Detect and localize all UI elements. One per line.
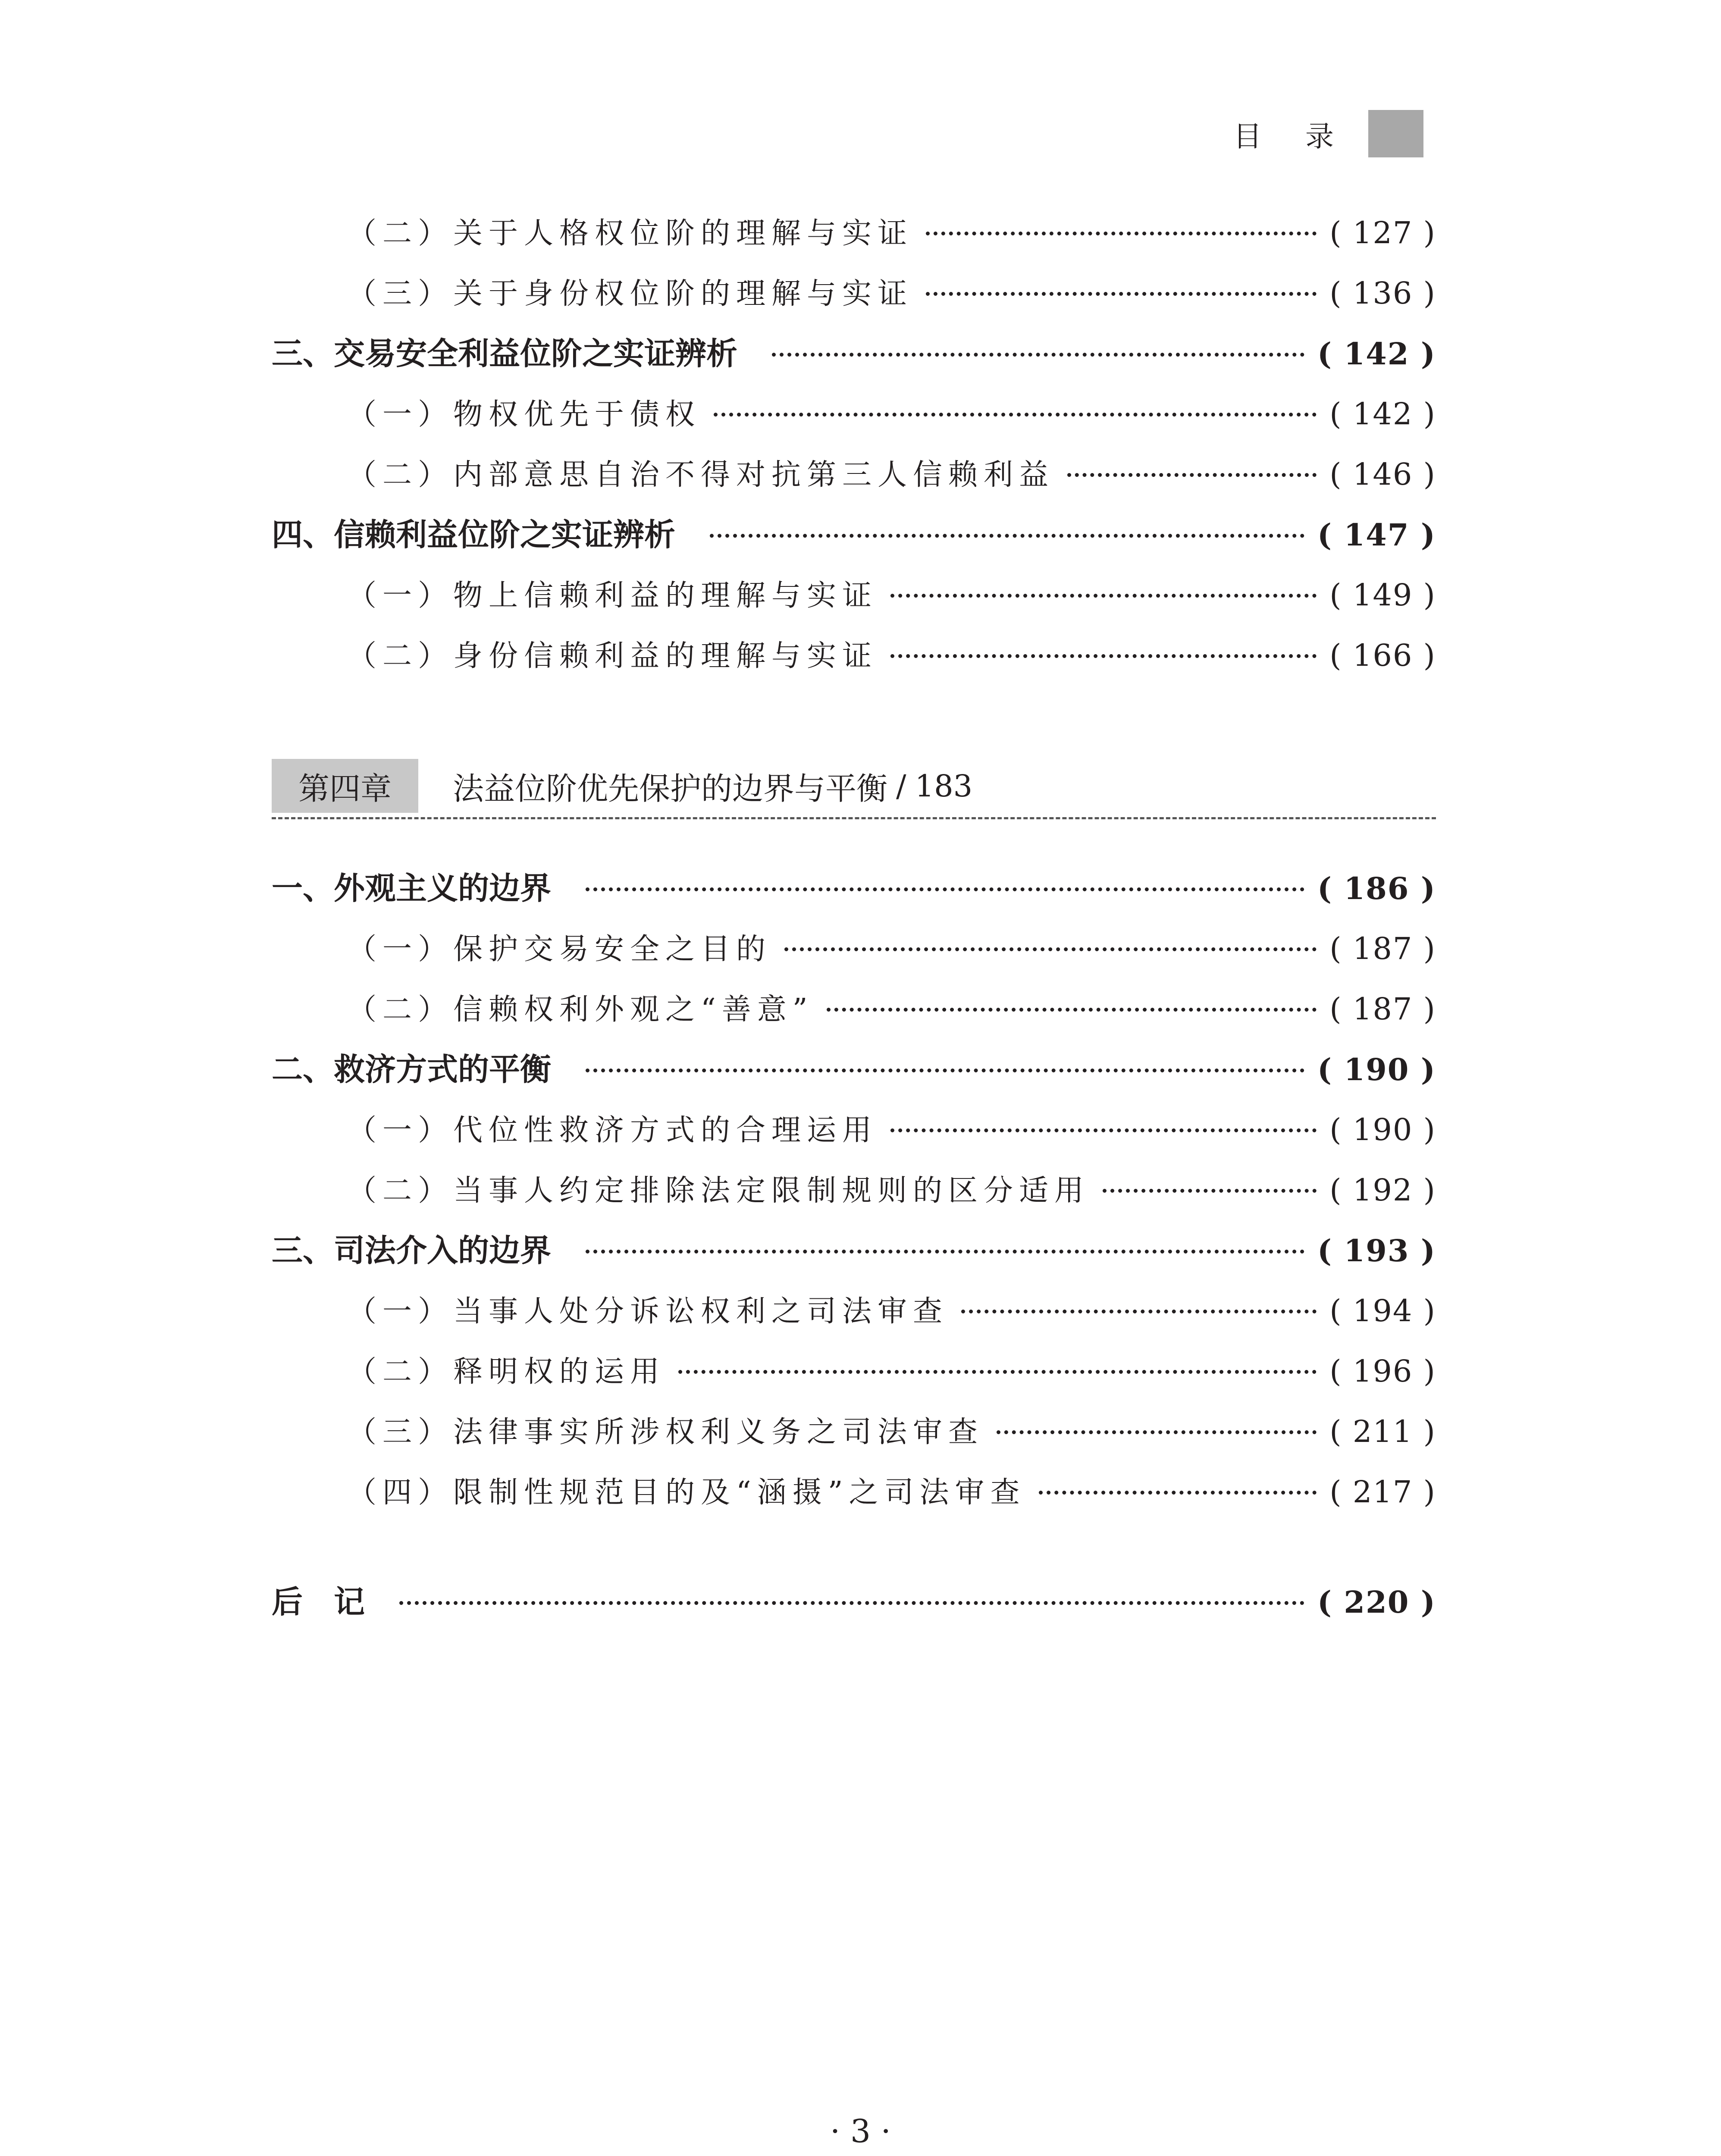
dot-leader [586,1250,1304,1253]
toc-entry-title: （一）物权优先于债权 [347,398,701,432]
toc-entry-page: ( 211 ) [1329,1414,1436,1449]
dot-leader [890,594,1317,598]
toc-entry-page: ( 142 ) [1329,396,1436,432]
dot-leader [678,1370,1317,1374]
toc-entry-page: ( 190 ) [1317,1052,1436,1087]
dot-leader [784,947,1317,951]
toc-entry-title: （一）当事人处分诉讼权利之司法审查 [347,1294,949,1329]
header-gray-tab [1368,110,1423,157]
toc-entry-title: （三）关于身份权位阶的理解与实证 [347,277,913,311]
toc-entry-title: （三）法律事实所涉权利义务之司法审查 [347,1415,984,1449]
toc-entry-page: ( 187 ) [1329,931,1436,966]
toc-entry [272,625,1436,686]
running-header [1233,110,1423,157]
toc-entry-title: 二、救济方式的平衡 [272,1051,552,1087]
toc-section-entry [272,858,1436,918]
toc-entry-page: ( 147 ) [1317,517,1436,553]
toc-entry-page: ( 194 ) [1329,1293,1436,1329]
toc-entry-title: （一）物上信赖利益的理解与实证 [347,579,878,613]
toc-entry [272,1100,1436,1160]
dot-leader [926,292,1317,296]
toc-entry-page: ( 220 ) [1317,1584,1436,1620]
toc-entry [272,444,1436,505]
toc-entry-page: ( 149 ) [1329,577,1436,613]
dot-leader [586,1069,1304,1072]
toc-entry-title: （四）限制性规范目的及“涵摄”之司法审查 [347,1476,1026,1510]
page-number: · 3 · [830,2113,891,2150]
toc-section-entry [272,505,1436,565]
toc-entry-title: （二）关于人格权位阶的理解与实证 [347,216,913,251]
dot-leader [890,1128,1317,1132]
toc-entry [272,203,1436,263]
toc-entry-page: ( 217 ) [1329,1474,1436,1510]
toc-entry-title: 三、司法介入的边界 [272,1232,552,1269]
toc-entry [272,1341,1436,1401]
toc-entry-title: （二）内部意思自治不得对抗第三人信赖利益 [347,458,1055,492]
toc-entry [272,384,1436,444]
dot-leader [997,1430,1317,1434]
toc-entry [272,1160,1436,1220]
toc-entry [272,1462,1436,1522]
toc-entry [272,1401,1436,1462]
toc-entry-page: ( 192 ) [1329,1172,1436,1208]
toc-section-entry [272,323,1436,384]
chapter-heading [272,759,1436,813]
chapter-separator: / [896,768,906,804]
toc-entry [272,1281,1436,1341]
toc-entry [272,565,1436,625]
toc-entry-page: ( 190 ) [1329,1112,1436,1147]
toc-section-entry [272,1220,1436,1281]
toc-afterword-entry [272,1572,1436,1632]
dot-leader [1103,1189,1317,1193]
chapter-title: 法益位阶优先保护的边界与平衡 [453,770,888,807]
dot-leader [586,887,1304,891]
running-header-title: 目 录 [1233,119,1351,153]
toc-entry-page: ( 142 ) [1317,336,1436,372]
toc-entry-title: 后 记 [272,1584,365,1620]
toc-entry-title: 三、交易安全利益位阶之实证辨析 [272,335,738,372]
dot-leader [772,353,1304,357]
toc-entry-page: ( 186 ) [1317,871,1436,906]
toc-entry-title: 一、外观主义的边界 [272,870,552,906]
toc-entry-title: （二）当事人约定排除法定限制规则的区分适用 [347,1174,1090,1208]
dot-leader [1067,473,1317,477]
toc-entry-page: ( 187 ) [1329,991,1436,1027]
toc-entry-page: ( 196 ) [1329,1354,1436,1389]
dot-leader [961,1310,1317,1313]
toc-entry-title: （二）身份信赖利益的理解与实证 [347,639,878,673]
dot-leader [1039,1491,1317,1495]
toc-entry-title: （一）代位性救济方式的合理运用 [347,1113,878,1147]
toc-entry [272,263,1436,323]
dot-leader [399,1601,1304,1605]
toc-entry-page: ( 166 ) [1329,638,1436,673]
toc-section-entry [272,1039,1436,1100]
toc-entry-page: ( 127 ) [1329,215,1436,251]
toc-entry-page: ( 146 ) [1329,457,1436,492]
toc-entry [272,918,1436,979]
toc-entry-title: （二）信赖权利外观之“善意” [347,993,814,1027]
toc-entry-page: ( 136 ) [1329,276,1436,311]
dot-leader [710,534,1304,538]
dot-leader [827,1008,1317,1012]
toc-entry-title: 四、信赖利益位阶之实证辨析 [272,517,676,553]
toc-entry-title: （一）保护交易安全之目的 [347,932,772,966]
toc-entry-title: （二）释明权的运用 [347,1355,666,1389]
toc-entry [272,979,1436,1039]
toc-section-bottom [272,858,1436,1522]
chapter-divider [272,817,1436,819]
chapter-label: 第四章 [272,759,418,813]
toc-section-top [272,203,1436,686]
chapter-page: 183 [915,768,973,804]
dot-leader [714,413,1317,417]
toc-entry-page: ( 193 ) [1317,1233,1436,1269]
dot-leader [926,232,1317,235]
dot-leader [890,654,1317,658]
toc-afterword-section [272,1572,1436,1632]
